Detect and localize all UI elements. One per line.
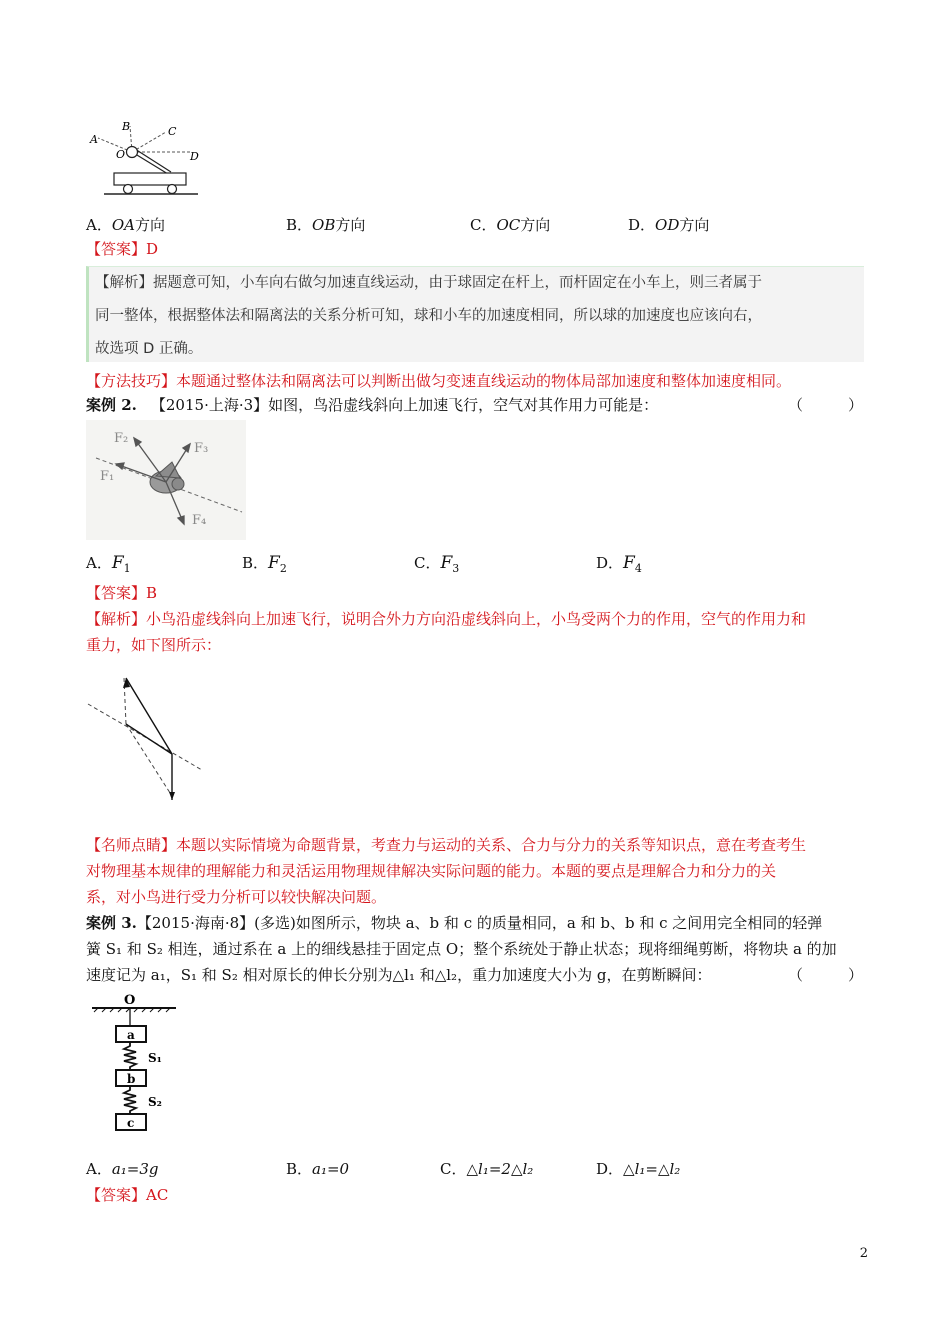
cart-rod-ball-figure — [86, 116, 216, 206]
q1-option-b[interactable]: B．OB方向 — [286, 216, 366, 234]
case2-title: 案例 2. — [86, 396, 137, 414]
case2-question: 【2015·上海·3】如图，鸟沿虚线斜向上加速飞行，空气对其作用力可能是： — [150, 396, 659, 414]
label-s1: S₁ — [148, 1051, 162, 1065]
case3-options — [86, 1158, 866, 1180]
spring-blocks-figure — [86, 994, 196, 1144]
label-o: O — [124, 994, 136, 1008]
case3-option-b[interactable]: B．a₁=0 — [286, 1160, 350, 1178]
q1-option-c[interactable]: C．OC方向 — [470, 216, 551, 234]
case2-tip-line: 对物理基本规律的理解能力和灵活运用物理规律解决实际问题的能力。本题的要点是理解合力和分力的关 — [86, 862, 777, 880]
case2-option-d[interactable]: D．$F_4$ — [596, 553, 642, 575]
label-c: C — [168, 125, 177, 138]
case2-option-a[interactable]: A．$F_1$ — [86, 553, 131, 575]
case3-stem-line: 簧 S₁ 和 S₂ 相连，通过系在 a 上的细线悬挂于固定点 O；整个系统处于静止状态；现将细绳剪断，将物块 a 的加 — [86, 940, 837, 958]
case2-answer: 【答案】B — [86, 584, 158, 602]
case3-option-c[interactable]: C．△l₁=2△l₂ — [440, 1160, 534, 1178]
label-block-b: b — [127, 1072, 136, 1086]
case3-title: 案例 3. — [86, 914, 137, 932]
case2-stem — [86, 394, 658, 416]
q1-analysis-line: 【解析】据题意可知，小车向右做匀加速直线运动，由于球固定在杆上，而杆固定在小车上，则三者属于 — [95, 275, 762, 291]
label-s2: S₂ — [148, 1095, 162, 1109]
case3-stem-line: 速度记为 a₁，S₁ 和 S₂ 相对原长的伸长分别为△l₁ 和△l₂，重力加速度大小为 g，在剪断瞬间： — [86, 966, 712, 984]
case2-tip-line: 【名师点睛】本题以实际情境为命题背景，考查力与运动的关系、合力与分力的关系等知识点，意在考查考生 — [86, 836, 807, 854]
force-triangle-diagram — [86, 670, 216, 810]
label-f3: F₃ — [194, 441, 209, 456]
q1-analysis-line: 故选项 D 正确。 — [95, 341, 203, 357]
q1-answer: 【答案】D — [86, 240, 159, 258]
label-f4: F₄ — [192, 513, 207, 528]
q1-option-d[interactable]: D．OD方向 — [628, 216, 710, 234]
label-b: B — [122, 120, 131, 133]
case3-option-d[interactable]: D．△l₁=△l₂ — [596, 1160, 681, 1178]
q1-analysis-box — [86, 266, 864, 362]
label-a: A — [90, 133, 98, 146]
label-o: O — [116, 148, 126, 161]
label-block-a: a — [127, 1028, 135, 1042]
label-block-c: c — [127, 1116, 135, 1130]
case2-option-b[interactable]: B．$F_2$ — [242, 553, 287, 575]
case2-option-c[interactable]: C．$F_3$ — [414, 553, 460, 575]
case2-tip-line: 系，对小鸟进行受力分析可以较快解决问题。 — [86, 888, 387, 906]
bird-forces-figure — [86, 420, 246, 540]
case3-answer-paren: （ ） — [788, 966, 864, 984]
label-d: D — [190, 150, 199, 163]
q1-options — [86, 214, 866, 236]
q1-analysis-line: 同一整体，根据整体法和隔离法的关系分析可知，球和小车的加速度相同，所以球的加速度也应该向右， — [95, 308, 762, 324]
q1-option-a[interactable]: A．OA方向 — [86, 216, 165, 234]
page-number: 2 — [859, 1246, 868, 1261]
case2-analysis-line: 重力，如下图所示： — [86, 636, 222, 654]
case3-stem-line: 案例 3.【2015·海南·8】(多选)如图所示，物块 a、b 和 c 的质量相同，a 和 b、b 和 c 之间用完全相同的轻弹 — [86, 914, 823, 932]
q1-method-tip: 【方法技巧】本题通过整体法和隔离法可以判断出做匀变速直线运动的物体局部加速度和整体加速度相同。 — [86, 372, 792, 390]
case2-analysis-line: 【解析】小鸟沿虚线斜向上加速飞行，说明合外力方向沿虚线斜向上，小鸟受两个力的作用，空气的作用力和 — [86, 610, 807, 628]
label-f2: F₂ — [114, 431, 129, 446]
case2-answer-paren: （ ） — [788, 396, 864, 414]
case3-option-a[interactable]: A．a₁=3g — [86, 1160, 159, 1178]
case3-answer: 【答案】AC — [86, 1186, 169, 1204]
label-f1: F₁ — [100, 469, 115, 484]
case2-options — [86, 552, 866, 574]
